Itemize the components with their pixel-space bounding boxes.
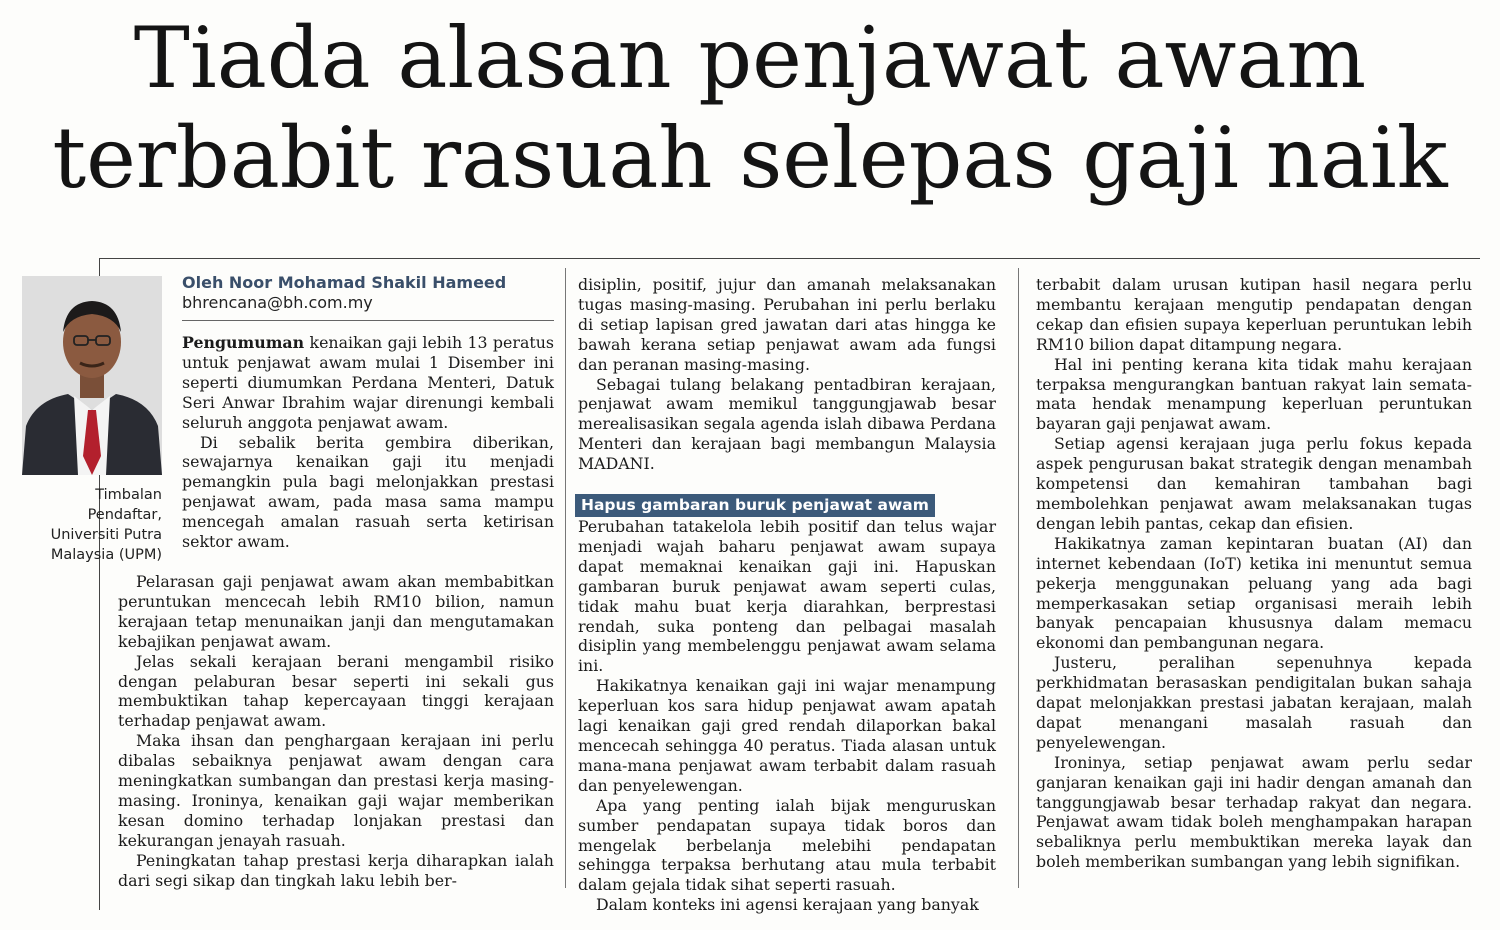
article-paragraph: Justeru, peralihan sepenuhnya kepada perkhidmatan berasaskan pendigitalan bukan sahaja dapat melonjakkan prestasi jabatan kerajaan, malah dapat menangani masalah rasuah dan penyelewengan.: [1036, 653, 1472, 752]
caption-line: Timbalan: [95, 487, 162, 503]
article-column-2-lower: [578, 517, 996, 915]
byline: [182, 273, 506, 313]
caption-line: Malaysia (UPM): [50, 547, 162, 563]
article-column-1-upper: [182, 333, 554, 552]
article-column-1-lower: [118, 572, 554, 891]
article-paragraph: terbabit dalam urusan kutipan hasil negara perlu membantu kerajaan mengutip pendapatan dengan cekap dan efisien supaya keperluan peruntukan lebih RM10 bilion dapat ditampung negara.: [1036, 275, 1472, 354]
caption-line: Universiti Putra: [50, 527, 162, 543]
headline: [0, 8, 1500, 208]
article-paragraph: Jelas sekali kerajaan berani mengambil risiko dengan pelaburan besar seperti ini sekali gus membuktikan tahap kepercayaan tinggi kerajaan terhadap penjawat awam.: [118, 651, 554, 731]
article-paragraph: Pelarasan gaji penjawat awam akan membabitkan peruntukan mencecah lebih RM10 bilion, namun kerajaan tetap menunaikan janji dan mengutamakan kebajikan penjawat awam.: [118, 572, 554, 651]
author-photo: [22, 276, 162, 475]
author-portrait-image: [22, 276, 162, 475]
lead-text: kenaikan gaji lebih 13 peratus untuk penjawat awam mulai 1 Disember ini seperti diumumkan Perdana Menteri, Datuk Seri Anwar Ibrahim wajar direnungi kembali seluruh anggota penjawat awam.: [182, 333, 554, 432]
headline-line-2: terbabit rasuah selepas gaji naik: [52, 109, 1448, 207]
article-column-3: [1036, 275, 1472, 872]
author-name: Oleh Noor Mohamad Shakil Hameed: [182, 273, 507, 292]
section-subheading: Hapus gambaran buruk penjawat awam: [575, 494, 935, 517]
byline-divider: [182, 320, 554, 321]
author-email[interactable]: bhrencana@bh.com.my: [182, 293, 373, 312]
article-paragraph: Hakikatnya zaman kepintaran buatan (AI) dan internet kebendaan (IoT) ketika ini menuntut semua pekerja menggunakan peluang yang ada bagi memperkasakan setiap organisasi meraih lebih banyak pencapaian khususnya dalam memacu ekonomi dan pembangunan negara.: [1036, 533, 1472, 653]
article-paragraph: Sebagai tulang belakang pentadbiran kerajaan, penjawat awam memikul tanggungjawab besar merealisasikan segala agenda islah dibawa Perdana Menteri dan kerajaan bagi membangun Malaysia MADANI.: [578, 374, 996, 474]
article-paragraph: Perubahan tatakelola lebih positif dan telus wajar menjadi wajah baharu penjawat awam supaya dapat memaknai kenaikan gaji ini. Hapuskan gambaran buruk penjawat awam seperti culas, tidak mahu buat kerja diarahkan, berprestasi rendah, suka ponteng dan pelbagai masalah disiplin yang membelenggu penjawat awam selama ini.: [578, 517, 996, 676]
headline-line-1: Tiada alasan penjawat awam: [133, 9, 1367, 107]
article-paragraph: Maka ihsan dan penghargaan kerajaan ini perlu dibalas sebaiknya penjawat awam dengan cara meningkatkan sumbangan dan prestasi kerja masing-masing. Ironinya, kenaikan gaji wajar memberikan kesan domino terhadap lonjakan prestasi dan kekurangan jenayah rasuah.: [118, 731, 554, 850]
column-divider-2: [1018, 268, 1019, 888]
article-paragraph: Peningkatan tahap prestasi kerja diharapkan ialah dari segi sikap dan tingkah laku lebih ber-: [118, 850, 554, 890]
column-divider-1: [565, 268, 566, 888]
frame-rule-top: [100, 258, 1480, 259]
photo-caption: [22, 485, 162, 565]
article-column-2-upper: [578, 275, 996, 474]
lead-word: Pengumuman: [182, 333, 305, 352]
article-paragraph: Apa yang penting ialah bijak menguruskan sumber pendapatan supaya tidak boros dan mengelak berbelanja melebihi pendapatan sehingga terpaksa berhutang atau mula terbabit dalam gejala tidak sihat seperti rasuah.: [578, 795, 996, 895]
article-paragraph: disiplin, positif, jujur dan amanah melaksanakan tugas masing-masing. Perubahan ini perlu berlaku di setiap lapisan gred jawatan dari atas hingga ke bawah kerana setiap penjawat awam ada fungsi dan peranan masing-masing.: [578, 275, 996, 374]
article-paragraph: Setiap agensi kerajaan juga perlu fokus kepada aspek pengurusan bakat strategik dengan menambah kompetensi dan kemahiran tambahan bagi membolehkan penjawat awam melaksanakan tugas dengan lebih pantas, cekap dan efisien.: [1036, 434, 1472, 533]
article-paragraph: Ironinya, setiap penjawat awam perlu sedar ganjaran kenaikan gaji ini hadir dengan amanah dan tanggungjawab besar terhadap rakyat dan negara. Penjawat awam tidak boleh menghampakan harapan sebaliknya perlu membuktikan mereka layak dan boleh memberikan sumbangan yang lebih signifikan.: [1036, 752, 1472, 872]
article-paragraph: Hal ini penting kerana kita tidak mahu kerajaan terpaksa mengurangkan bantuan rakyat lain semata-mata hendak menampung keperluan peruntukan bayaran gaji penjawat awam.: [1036, 354, 1472, 434]
article-paragraph: Dalam konteks ini agensi kerajaan yang banyak: [596, 895, 979, 915]
article-paragraph: Di sebalik berita gembira diberikan, sewajarnya kenaikan gaji itu menjadi pemangkin pula bagi melonjakkan prestasi penjawat awam, pada masa sama mampu mencegah amalan rasuah serta ketirisan sektor awam.: [182, 432, 554, 552]
article-paragraph: Hakikatnya kenaikan gaji ini wajar menampung keperluan kos sara hidup penjawat awam apatah lagi kenaikan gaji gred rendah dilaporkan bakal mencecah sehingga 40 peratus. Tiada alasan untuk mana-mana penjawat awam terbabit dalam rasuah dan penyelewengan.: [578, 676, 996, 795]
article-paragraph: [182, 333, 554, 433]
caption-line: Pendaftar,: [87, 507, 162, 523]
